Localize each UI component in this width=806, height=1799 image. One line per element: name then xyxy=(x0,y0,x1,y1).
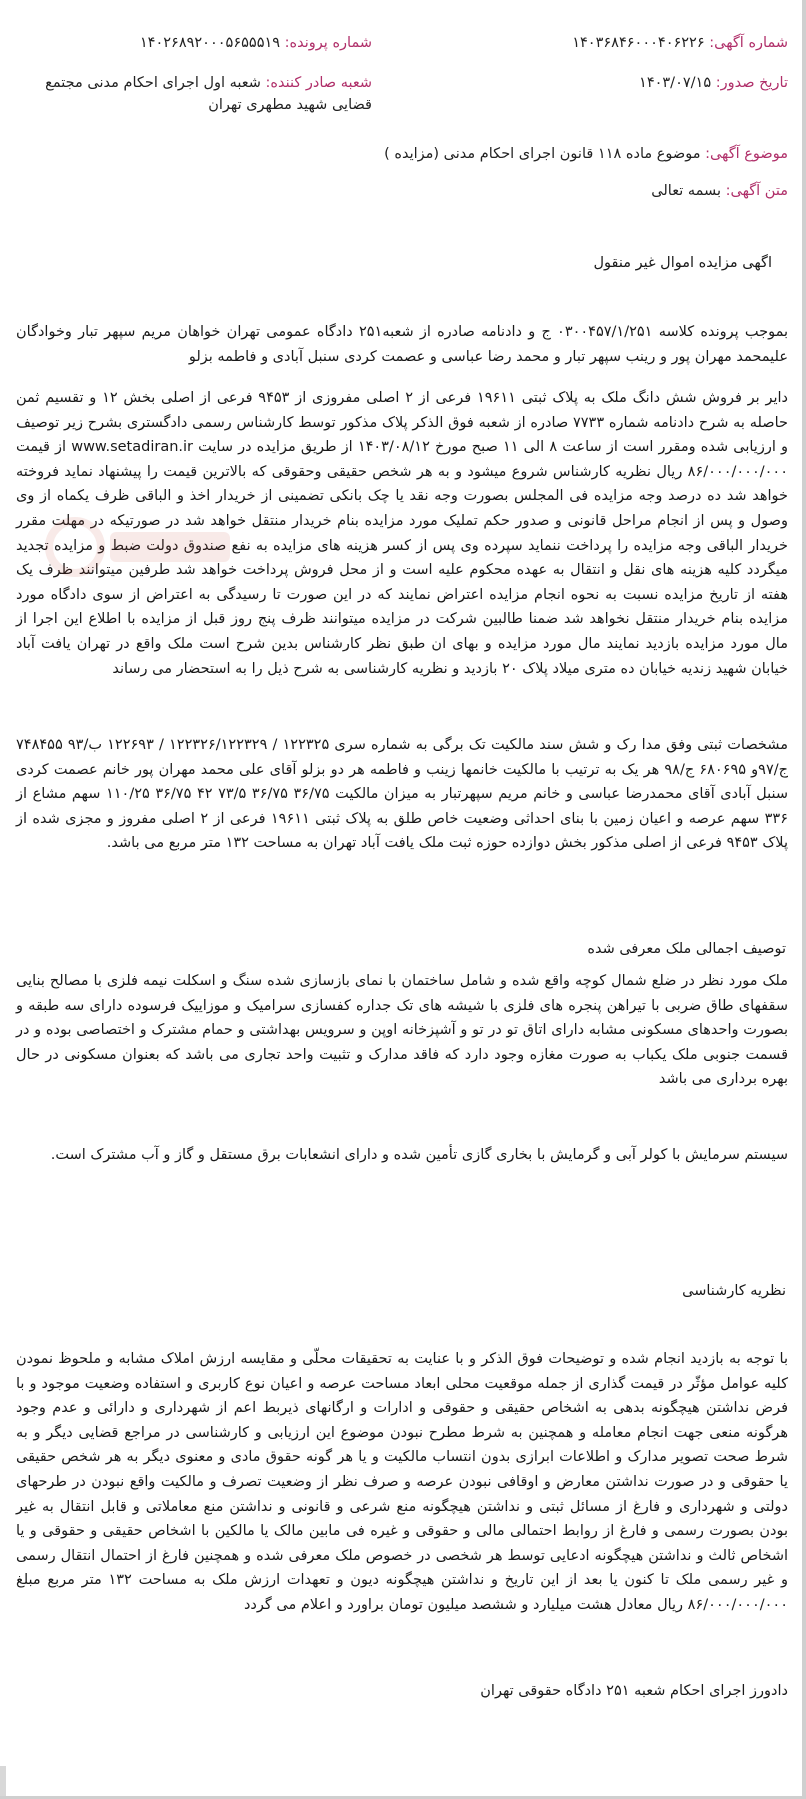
subject-row xyxy=(384,143,788,165)
intro-paragraph: بموجب پرونده کلاسه ۰۳۰۰۴۵۷/۱/۲۵۱ ج و دادنامه صادره از شعبه۲۵۱ دادگاه عمومی تهران خواهان مریم سپهر تبار وخوادگان علیمحمد مهران پور و رینب سپهر تبار و محمد رضا عباسی و عصمت کردی سنبل آبادی و فاطمه بزلو xyxy=(16,324,788,365)
case-number-value: ۱۴۰۲۶۸۹۲۰۰۰۵۶۵۵۵۱۹ xyxy=(139,35,281,51)
hvac-paragraph: سیستم سرمایش با کولر آبی و گرمایش با بخاری گازی تأمین شده و دارای انشعابات برق مستقل و گاز و آب مشترک است. xyxy=(50,1147,788,1163)
subject-label: موضوع آگهی: xyxy=(705,146,788,162)
ad-number-row xyxy=(572,32,788,54)
expert-opinion-paragraph: با توجه به بازدید انجام شده و توضیحات فوق الذکر و با عنایت به تحقیقات محلّی و مقایسه ارزش املاک مشابه و ملحوظ نمودن کلیه عوامل مؤثّر در قیمت گذاری از جمله موقعیت محلی ابعاد مساحت عرصه و اعیان نوع کاربری و استفاده وضعیت موجود و با فرض نداشتن هیچگونه بدهی به اشخاص حقیقی و حقوقی و ادارات و ارگانهای ذیربط اعم از شهرداری و دارائی و عدم وجود هرگونه منعی جهت انجام معامله و همچنین به شرط مطرح نبودن موضوع این ارزیابی و کارشناسی در مراجع قضایی دیگر و به شرط صحت تصویر مدارک و اطلاعات ابرازی بدون انتساب مالکیت و یا هر گونه حقوق مادی و معنوی دیگر به هر شخص حقیقی یا حقوقی و در صورت نداشتن معارض و اوقافی نبودن عرصه و صرف نظر از وضعیت تصرف و مالکیت واقع نبودن در طرحهای دولتی و شهرداری و فارغ از مسائل ثبتی و نداشتن هیچگونه منع شرعی و قانونی و نداشتن منع معاملاتی و قابل انتقال به غیر بودن بصورت رسمی و فارغ از روابط احتمالی مالی و حقوقی و غیره فی مابین مالک یا مالکین با اشخاص حقیقی و حقوقی و یا اشخاص ثالث و نداشتن هیچگونه ادعایی توسط هر شخصی در خصوص ملک معرفی شده و همچنین فارغ از احتمال انتقال رسمی و غیر رسمی ملک تا کنون یا بعد از این تاریخ و نداشتن هیچگونه دیون و تعهدات ارزش ملک به مساحت ۱۳۲ متر مربع مبلغ ۸۶/۰۰۰/۰۰۰/۰۰۰ ریال معادل هشت میلیارد و ششصد میلیون تومان براورد و اعلام می گردد xyxy=(16,1351,788,1613)
subject-value: موضوع ماده ۱۱۸ قانون اجرای احکام مدنی (مزایده ) xyxy=(384,146,701,162)
issue-date-label: تاریخ صدور: xyxy=(715,75,788,91)
text-intro: بسمه تعالی xyxy=(651,183,721,199)
registration-specs-paragraph: مشخصات ثبتی وفق مدا رک و شش سند مالکیت تک برگی به شماره سری ۱۲۲۳۲۵ / ۱۲۲۳۲۶/۱۲۲۳۲۹ / ۱۲۲۶۹۳ ب/۹۳ ۷۴۸۴۵۵ ج/۹۷و ۶۸۰۶۹۵ ج/۹۸ هر یک به ترتیب با مالکیت خانمها زینب و فاطمه هر دو بزلو آقای علی محمد مهران پور خانم عصمت کردی سنبل آبادی آقای محمدرضا عباسی و خانم مریم سپهرتبار به میزان مالکیت ۳۶/۷۵ ۳۶/۷۵ ۷۳/۵ ۴۲ ۳۶/۷۵ ۱۱۰/۲۵ سهم مشاع از ۳۳۶ سهم عرصه و اعیان زمین با بنای احداثی وضعیت خاص طلق به پلاک ثبتی ۱۹۶۱۱ فرعی از ۲ اصلی مفروز و مجزی شده از پلاک ۹۴۵۳ فرعی از اصلی مذکور بخش دوازده حوزه ثبت ملک یافت آباد تهران به مساحت ۱۳۲ متر مربع می باشد. xyxy=(16,737,789,852)
issue-date-value: ۱۴۰۳/۰۷/۱۵ xyxy=(639,75,712,91)
text-label: متن آگهی: xyxy=(725,183,788,199)
signature-line: دادورز اجرای احکام شعبه ۲۵۱ دادگاه حقوقی تهران xyxy=(480,1683,788,1699)
issue-date-row xyxy=(639,72,788,94)
issuer-value: شعبه اول اجرای احکام مدنی مجتمع قضایی شهید مطهری تهران xyxy=(45,75,372,113)
announcement-title: اگهی مزایده اموال غیر منقول xyxy=(593,255,772,271)
text-row xyxy=(651,180,788,202)
expert-opinion-heading: نظریه کارشناسی xyxy=(682,1283,786,1299)
issuer-label: شعبه صادر کننده: xyxy=(265,75,372,91)
ad-number-value: ۱۴۰۳۶۸۴۶۰۰۰۴۰۶۲۲۶ xyxy=(572,35,705,51)
case-number-row xyxy=(140,32,372,54)
page-corner-marker xyxy=(0,1766,6,1796)
property-description-paragraph: ملک مورد نظر در ضلع شمال کوچه واقع شده و شامل ساختمان با نمای بازسازی شده سنگ و اسکلت نیمه فلزی با مصالح بنایی سقفهای طاق ضربی با تیراهن پنجره های فلزی با شیشه های تک جداره کفسازی سرامیک و موزاییک فرسوده دارای سه طبقه و بصورت واحدهای مسکونی مشابه دارای اتاق تو در تو و آشپزخانه اوپن و سرویس بهداشتی و حمام مشترک و اختصاصی بوده و در قسمت جنوبی ملک یکباب به صورت مغازه وجود دارد که فاقد مدارک و تثبیت واحد تجاری می باشد که بعنوان مسکونی در حال بهره برداری می باشد xyxy=(16,973,788,1088)
case-number-label: شماره پرونده: xyxy=(284,35,372,51)
issuer-row xyxy=(7,72,372,116)
property-description-heading: توصیف اجمالی ملک معرفی شده xyxy=(587,941,786,957)
ruling-paragraph: دایر بر فروش شش دانگ ملک به پلاک ثبتی ۱۹۶۱۱ فرعی از ۲ اصلی مفروزی از ۹۴۵۳ فرعی از اصلی بخش ۱۲ و تقسیم ثمن حاصله به شرح دادنامه شماره ۷۷۳۳ صادره از شعبه فوق الذکر پلاک مذکور توسط کارشناس رسمی دادگستری بشرح زیر توصیف و ارزیابی شده ومقرر است از ساعت ۸ الی ۱۱ صبح مورخ ۱۴۰۳/۰۸/۱۲ از طریق مزایده در سایت www.setadiran.ir از قیمت ۸۶/۰۰۰/۰۰۰/۰۰۰ ریال نظریه کارشناس شروع میشود و به هر شخص حقیقی وحقوقی که بالاترین قیمت را پیشنهاد نماید فروخته خواهد شد ده درصد وجه مزایده فی المجلس بصورت وجه نقد یا چک بانکی تضمینی از خریدار اخذ و الباقی ظرف یکماه از وی وصول و پس از انجام مراحل قانونی و صدور حکم تملیک مورد مزایده بنام خریدار منتقل خواهد شد در صورتیکه در مهلت مقرر خریدار الباقی وجه مزایده را پرداخت ننماید سپرده وی پس از کسر هزینه های مزایده به نفع صندوق دولت ضبط و مزایده تجدید میگردد کلیه هزینه های نقل و انتقال به عهده محکوم علیه است و از محل فروش پرداخت خواهد شد طرفین میتوانند ظرف یک هفته از تاریخ مزایده نسبت به نحوه انجام مزایده اعتراض نمایند که در این صورت تا رسیدگی به اعتراض از سوی دادگاه مورد مزایده بنام خریدار منتقل نخواهد شد ضمنا طالبین شرکت در مزایده میتوانند ظرف پنج روز قبل از مزایده با اطلاع این اجرا از مال مورد مزایده بازدید نمایند مال مورد مزایده و بهای ان طبق نظر کارشناس بدین شرح است ملک واقع در تهران یافت آباد خیابان شهید زندیه خیابان ده متری میلاد پلاک ۲۰ بازدید و نظریه کارشناسی به شرح ذیل را به استحضار می رساند xyxy=(16,390,789,677)
ad-number-label: شماره آگهی: xyxy=(709,35,788,51)
